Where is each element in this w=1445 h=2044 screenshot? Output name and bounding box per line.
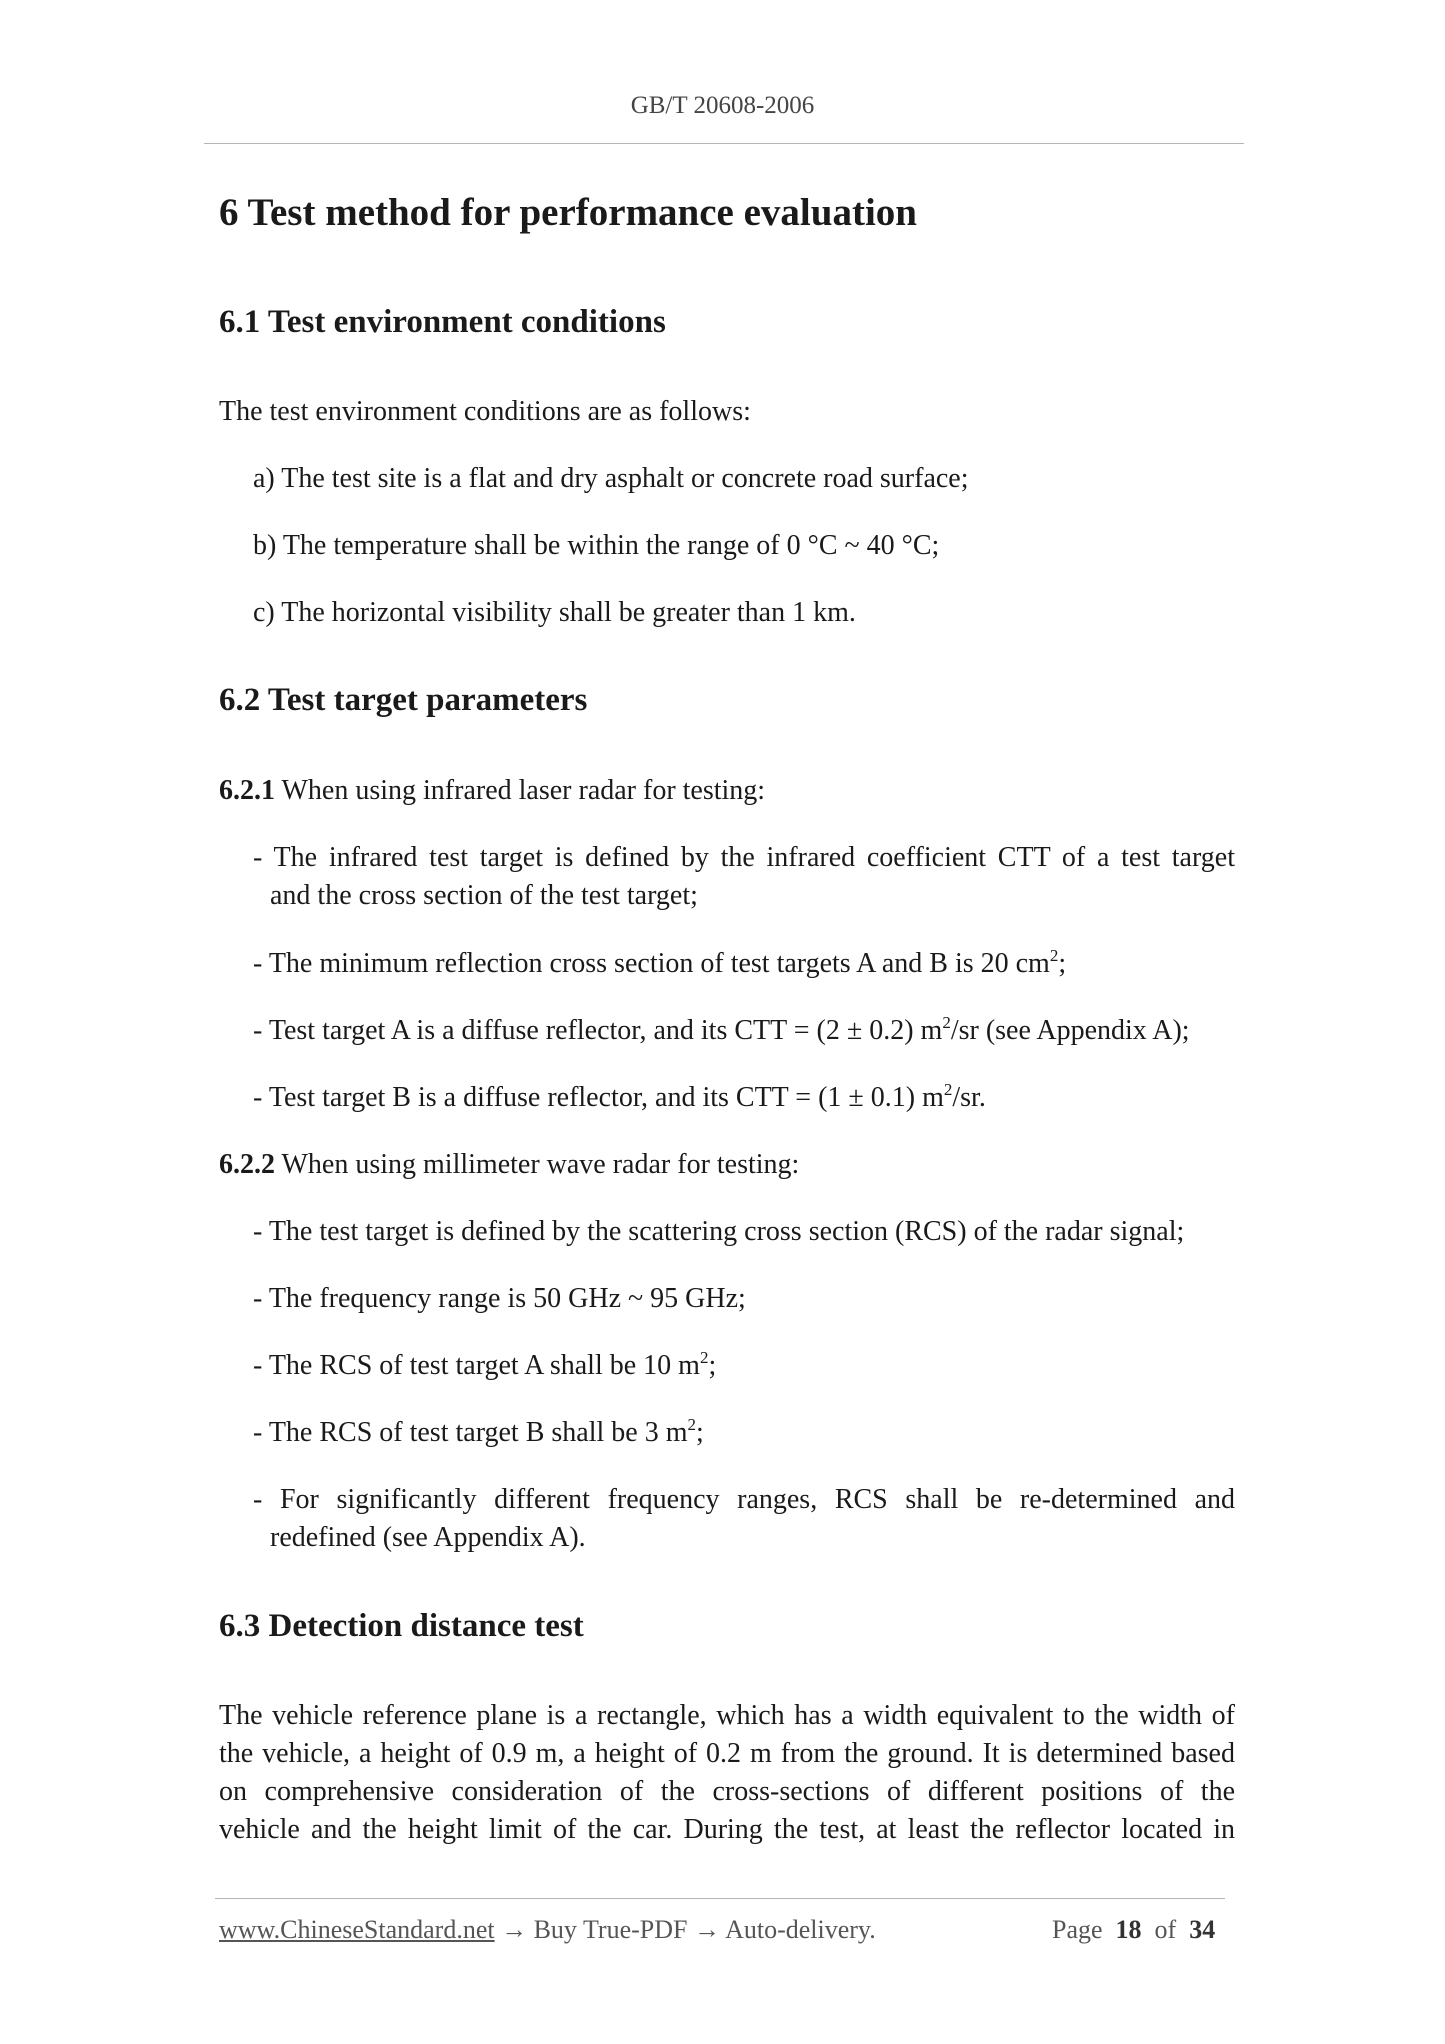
s622-bullet-5-line-2: redefined (see Appendix A). — [270, 1522, 586, 1553]
s622-bullet-2: - The frequency range is 50 GHz ~ 95 GHz; — [253, 1283, 746, 1314]
arrow-right-icon: → — [494, 1915, 534, 1944]
total-pages: 34 — [1189, 1915, 1216, 1944]
s61-item-a: a) The test site is a flat and dry asphalt or concrete road surface; — [253, 463, 969, 494]
s621-bullet-1-line-2: and the cross section of the test target; — [270, 880, 698, 911]
section-6-1-heading: 6.1 Test environment conditions — [219, 304, 666, 340]
s63-paragraph-line-2: the vehicle, a height of 0.9 m, a height of 0.2 m from the ground. It is determined based — [219, 1738, 1235, 1769]
s622-intro — [219, 1146, 799, 1184]
s63-paragraph-line-4: vehicle and the height limit of the car. During the test, at least the reflector located in — [219, 1814, 1235, 1845]
s622-text: When using millimeter wave radar for testing: — [275, 1149, 800, 1180]
section-6-heading: 6 Test method for performance evaluation — [219, 191, 917, 234]
s621-bullet-2: - The minimum reflection cross section of test targets A and B is 20 $cm^2$; — [253, 946, 1067, 979]
s622-bullet-5-line-1: - For significantly different frequency ranges, RCS shall be re-determined and — [253, 1484, 1235, 1515]
s621-number: 6.2.1 — [219, 775, 275, 806]
s621-bullet-4: - Test target B is a diffuse reflector, and its CTT = (1 ± 0.1) $m^2/sr$. — [253, 1080, 986, 1113]
s621-intro — [219, 772, 765, 810]
buy-pdf-text: Buy True-PDF — [533, 1915, 688, 1944]
page-indicator: Page 18 of 34 — [1052, 1915, 1216, 1944]
section-6-3-heading: 6.3 Detection distance test — [219, 1608, 584, 1644]
s621-text: When using infrared laser radar for testing: — [275, 775, 766, 806]
footer-source — [219, 1915, 876, 1945]
site-link[interactable]: www.ChineseStandard.net — [219, 1915, 495, 1944]
s61-intro: The test environment conditions are as follows: — [219, 396, 751, 427]
section-6-2-heading: 6.2 Test target parameters — [219, 682, 588, 718]
s61-item-c: c) The horizontal visibility shall be greater than 1 km. — [253, 597, 856, 628]
running-header: GB/T 20608-2006 — [630, 92, 815, 119]
auto-delivery-text: Auto-delivery. — [725, 1915, 876, 1944]
s622-bullet-1: - The test target is defined by the scattering cross section (RCS) of the radar signal; — [253, 1216, 1185, 1247]
s63-paragraph-line-3: on comprehensive consideration of the cross-sections of different positions of the — [219, 1776, 1235, 1807]
header-divider — [204, 143, 1244, 144]
s622-number: 6.2.2 — [219, 1149, 275, 1180]
s63-paragraph-line-1: The vehicle reference plane is a rectangle, which has a width equivalent to the width of — [219, 1700, 1235, 1731]
page-number: 18 — [1115, 1915, 1142, 1944]
s622-bullet-3: - The RCS of test target A shall be 10 $m^2$; — [253, 1348, 717, 1381]
s621-bullet-1-line-1: - The infrared test target is defined by the infrared coefficient CTT of a test target — [253, 842, 1235, 873]
s621-bullet-3: - Test target A is a diffuse reflector, and its CTT = (2 ± 0.2) $m^2/sr$ (see Appendix A); — [253, 1013, 1190, 1046]
s622-bullet-4: - The RCS of test target B shall be 3 $m^2$; — [253, 1415, 704, 1448]
s61-item-b: b) The temperature shall be within the range of 0 °C ~ 40 °C; — [253, 530, 940, 561]
arrow-right-icon: → — [687, 1915, 726, 1944]
footer-divider — [215, 1898, 1225, 1899]
